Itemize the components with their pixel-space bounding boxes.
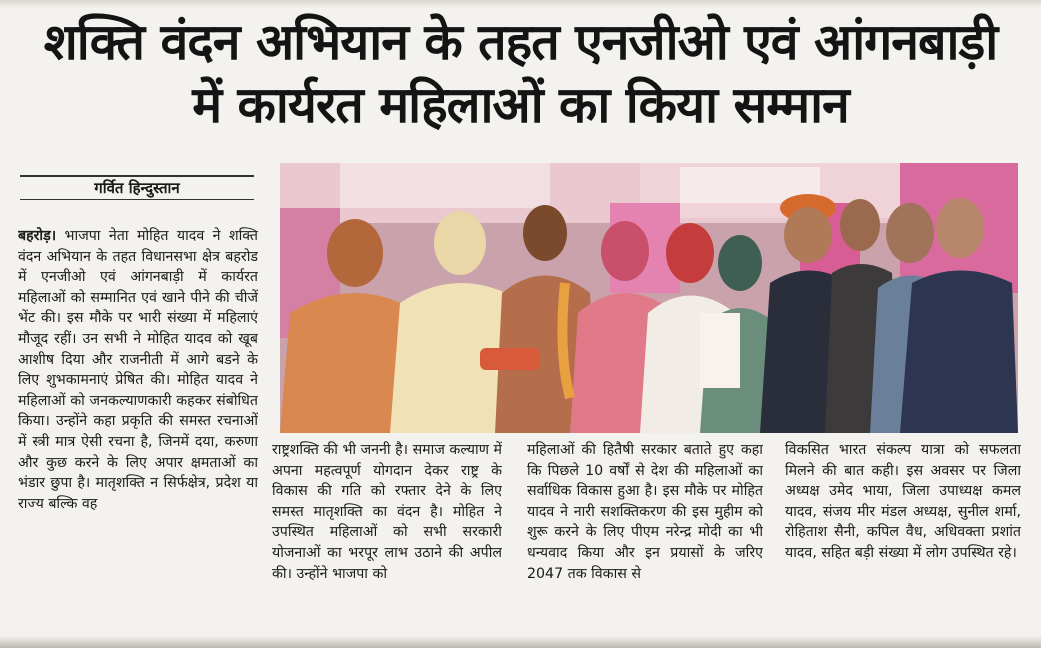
article-column-1 (18, 226, 258, 630)
page-top-edge (0, 0, 1041, 8)
byline: गर्वित हिन्दुस्तान (20, 175, 254, 200)
event-photo (280, 163, 1018, 433)
article-column-4: विकसित भारत संकल्प यात्रा को सफलता मिलने की बात कही। इस अवसर पर जिला अध्यक्ष उमेद भाया, जिला उपाध्यक्ष कमल यादव, संजय मीर मंडल अध्यक्ष, सुनील शर्मा, रोहिताश सैनी, कपिल वैध, अधिवक्ता प्रशांत यादव, सहित बड़ी संख्या में लोग उपस्थित रहे। (785, 442, 1021, 561)
headline (0, 10, 1041, 136)
article-column-3: महिलाओं की हितैषी सरकार बताते हुए कहा कि पिछले 10 वर्षों से देश की महिलाओं का सर्वाधिक विकास हुआ है। इस मौके पर मोहित यादव ने नारी सशक्तिकरण की इस मुहीम को शुरू करने के लिए पीएम नरेन्द्र मोदी का भी धन्यवाद किया और इन प्रयासों के जरिए 2047 तक विकास से (527, 442, 763, 582)
dateline: बहरोड़। (18, 228, 57, 244)
headline-line-1: शक्ति वंदन अभियान के तहत एनजीओ एवं आंगनबाड़ी (43, 13, 998, 71)
event-photo-illustration (280, 163, 1018, 433)
article-text-1: भाजपा नेता मोहित यादव ने शक्ति वंदन अभियान के तहत विधानसभा क्षेत्र बहरोड में एनजीओ एवं आंगनबाड़ी में कार्यरत महिलाओं को सम्मानित एवं खाने पीने की चीजें भेंट की। इस मौके पर भारी संख्या में महिलाएं मौजूद रहीं। उन सभी ने मोहित यादव को खूब आशीष दिया और राजनीती में आगे बडने के लिए शुभकामनाएं प्रेषित की। मोहित यादव ने महिलाओं को जनकल्याणकारी कहकर संबोधित किया। उन्होंने कहा प्रकृति की समस्त रचनाओं में स्त्री मात्र ऐसी रचना है, जिनमें दया, करुणा और कुछ करने के लिए अपार क्षमताओं का भंडार छुपा है। मातृशक्ति न सिर्फक्षेत्र, प्रदेश या राज्य बल्कि वह (18, 228, 258, 512)
article-column-2: राष्ट्रशक्ति की भी जननी है। समाज कल्याण में अपना महत्वपूर्ण योगदान देकर राष्ट्र के विकास की गति को रफ्तार देने के लिए समस्त मातृशक्ति का वंदन है। मोहित ने उपस्थित महिलाओं को सभी सरकारी योजनाओं का भरपूर लाभ उठाने की अपील की। उन्होंने भाजपा को (272, 442, 502, 582)
page-bottom-edge (0, 636, 1041, 648)
headline-line-2: में कार्यरत महिलाओं का किया सम्मान (192, 76, 849, 134)
